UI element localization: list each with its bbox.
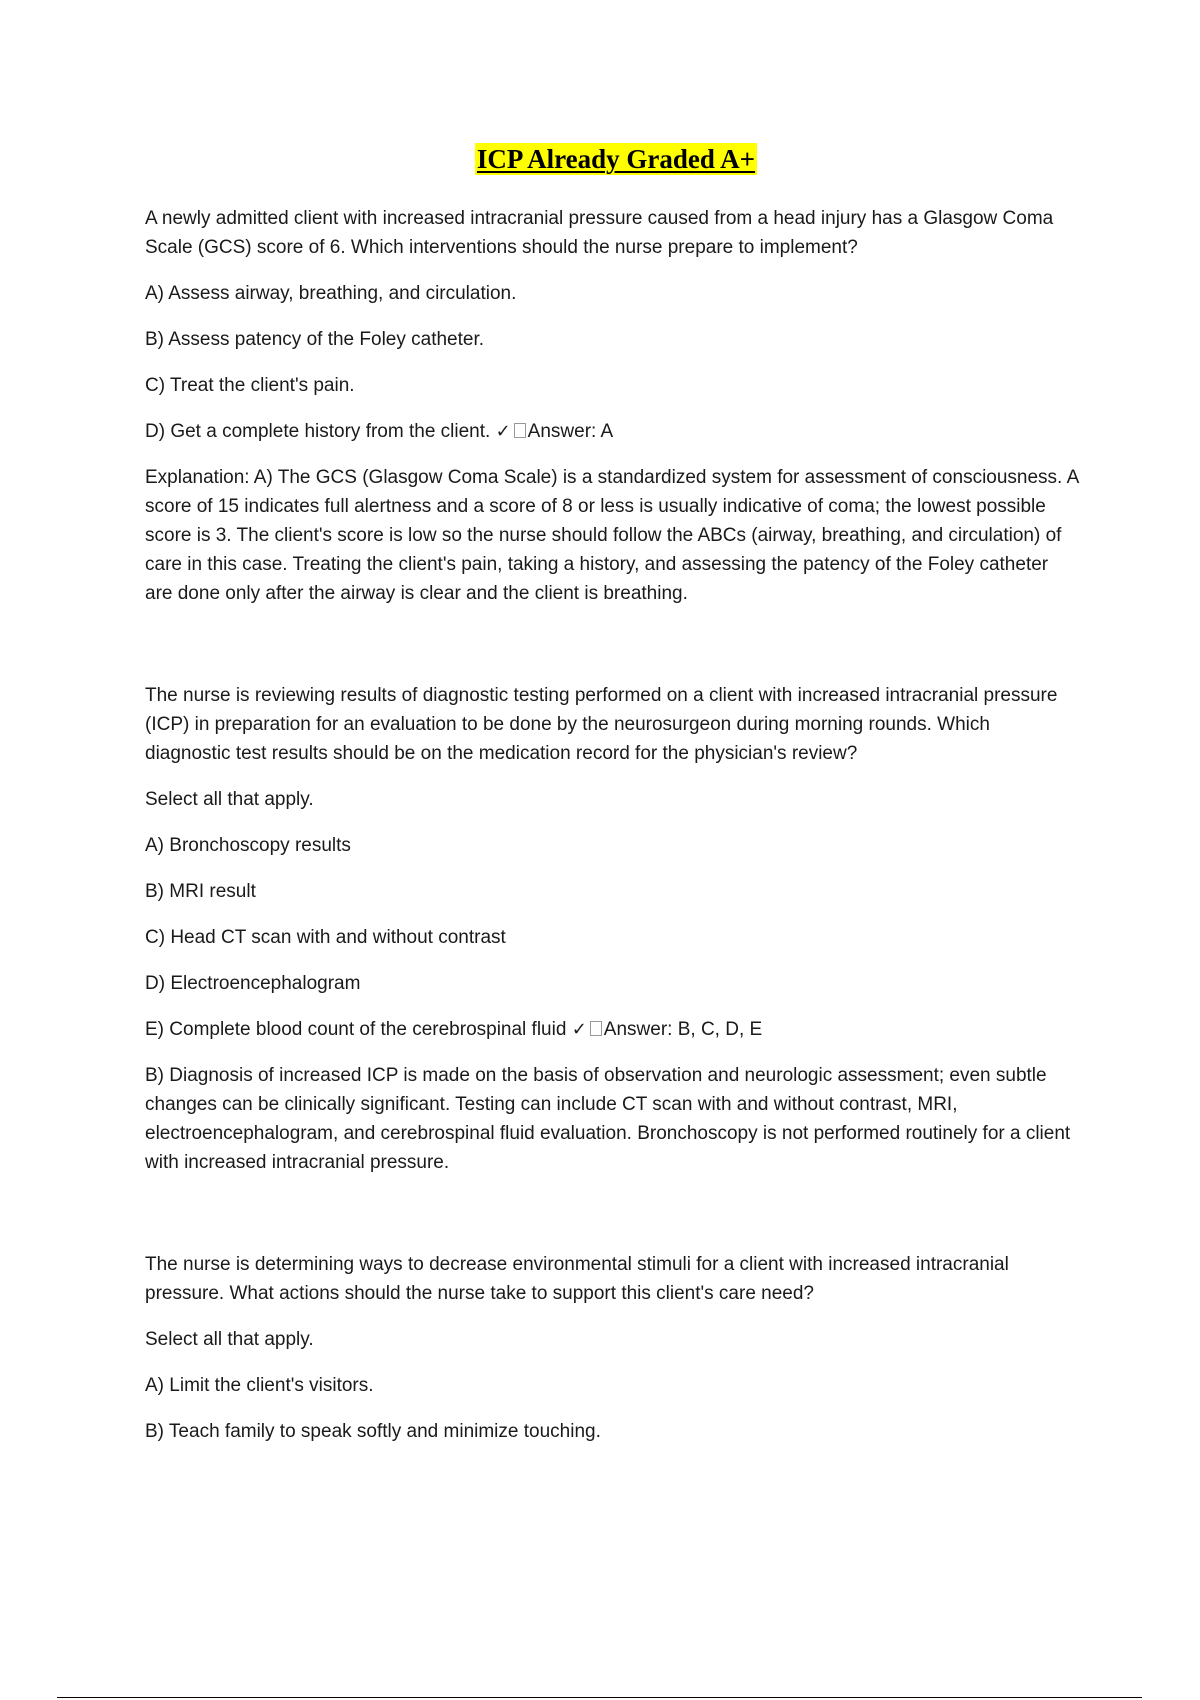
answer-option: A) Assess airway, breathing, and circulation. [145,283,517,304]
answer-option-with-answer [145,1015,1080,1044]
answer-key: Answer: B, C, D, E [603,1019,763,1040]
question-block-3 [145,1250,1080,1446]
explanation: B) Diagnosis of increased ICP is made on the basis of observation and neurologic assessment; even subtle changes can be clinically significant. Testing can include CT scan with and without contrast, MRI, electroencephalogram, and cerebrospinal fluid evaluation. Bronchoscopy is not performed routinely for a client with increased intracranial pressure. [145,1065,1071,1173]
document-title: ICP Already Graded A+ [476,144,756,174]
answer-option: A) Limit the client's visitors. [145,1375,374,1396]
answer-key: Answer: A [527,421,614,442]
answer-option: E) Complete blood count of the cerebrospinal fluid [145,1019,567,1040]
explanation: Explanation: A) The GCS (Glasgow Coma Scale) is a standardized system for assessment of consciousness. A score of 15 indicates full alertness and a score of 8 or less is usually indicative of coma; the lowest possible score is 3. The client's score is low so the nurse should follow the ABCs (airway, breathing, and circulation) of care in this case. Treating the client's pain, taking a history, and assessing the patency of the Foley catheter are done only after the airway is clear and the client is breathing. [145,467,1079,604]
section-gap [145,625,1080,681]
answer-option: B) MRI result [145,881,256,902]
box-icon [590,1021,602,1036]
answer-option: B) Teach family to speak softly and minimize touching. [145,1421,601,1442]
question-stem: The nurse is reviewing results of diagnostic testing performed on a client with increased intracranial pressure (ICP) in preparation for an evaluation to be done by the neurosurgeon during morning rounds. Which diagnostic test results should be on the medication record for the physician's review? [145,685,1058,764]
footer-divider [57,1697,1142,1698]
question-block-1 [145,204,1080,608]
question-stem: The nurse is determining ways to decrease environmental stimuli for a client with increased intracranial pressure. What actions should the nurse take to support this client's care need? [145,1254,1009,1304]
instruction-text: Select all that apply. [145,1329,314,1350]
checkmark-icon: ✓ [495,421,511,442]
title-container [0,143,1200,175]
answer-option: D) Electroencephalogram [145,973,361,994]
question-block-2 [145,681,1080,1177]
box-icon [514,423,526,438]
answer-option: D) Get a complete history from the client. [145,421,491,442]
answer-option: C) Treat the client's pain. [145,375,355,396]
answer-option: C) Head CT scan with and without contrast [145,927,506,948]
section-gap [145,1194,1080,1250]
document-body [145,204,1080,1463]
question-stem: A newly admitted client with increased intracranial pressure caused from a head injury has a Glasgow Coma Scale (GCS) score of 6. Which interventions should the nurse prepare to implement? [145,208,1054,258]
instruction-text: Select all that apply. [145,789,314,810]
answer-option: B) Assess patency of the Foley catheter. [145,329,485,350]
answer-option-with-answer [145,417,1080,446]
checkmark-icon: ✓ [571,1019,587,1040]
answer-option: A) Bronchoscopy results [145,835,351,856]
